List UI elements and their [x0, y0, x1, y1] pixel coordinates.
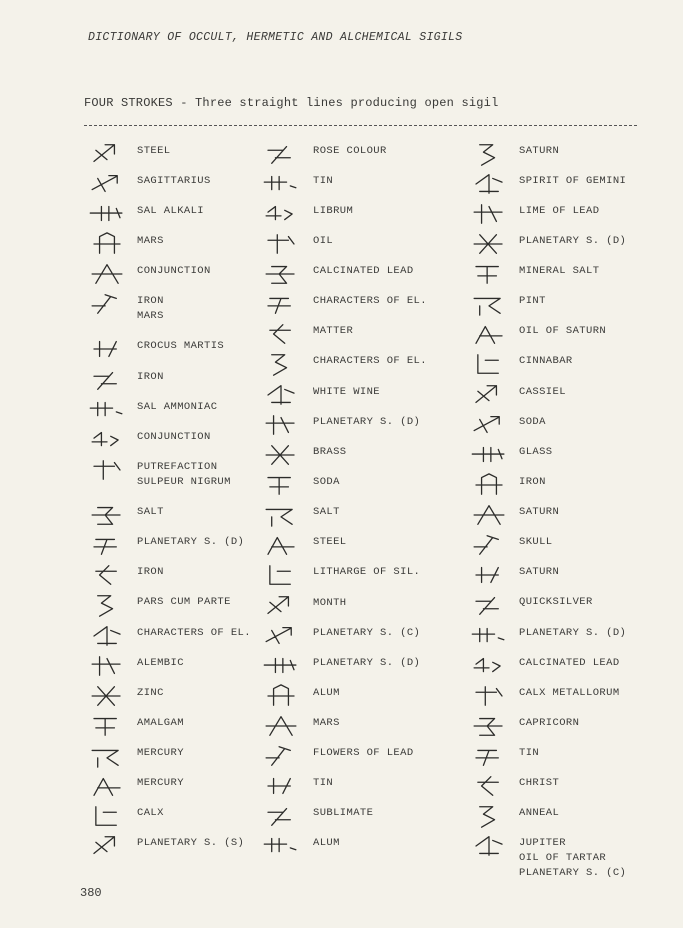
- sigil-meaning: MERCURY: [137, 777, 184, 789]
- sigil-glyph-icon: [466, 261, 512, 287]
- sigil-entry: [313, 626, 420, 641]
- sigil-meaning: CALX: [137, 807, 164, 819]
- sigil-meaning: CASSIEL: [519, 386, 566, 398]
- sigil-meaning: CALCINATED LEAD: [313, 265, 414, 277]
- sigil-glyph-icon: [84, 261, 130, 287]
- section-divider: [84, 125, 637, 126]
- sigil-glyph-icon: [84, 653, 130, 679]
- sigil-glyph-icon: [258, 351, 304, 377]
- sigil-entry: [519, 144, 559, 159]
- sigil-entry: [137, 400, 217, 415]
- sigil-meaning: MATTER: [313, 325, 354, 337]
- sigil-entry: [519, 626, 626, 641]
- sigil-glyph-icon: [84, 713, 130, 739]
- sigil-glyph-icon: [258, 502, 304, 528]
- sigil-glyph-icon: [84, 336, 130, 362]
- sigil-meaning: IRON: [137, 295, 164, 307]
- sigil-glyph-icon: [466, 713, 512, 739]
- sigil-glyph-icon: [258, 562, 304, 588]
- sigil-glyph-icon: [466, 442, 512, 468]
- sigil-glyph-icon: [84, 201, 130, 227]
- sigil-glyph-icon: [84, 833, 130, 859]
- sigil-entry: [313, 385, 380, 400]
- sigil-glyph-icon: [466, 351, 512, 377]
- sigil-meaning: CONJUNCTION: [137, 431, 211, 443]
- sigil-glyph-icon: [466, 592, 512, 618]
- sigil-entry: [137, 716, 184, 731]
- sigil-entry: [519, 746, 539, 761]
- sigil-glyph-icon: [466, 321, 512, 347]
- sigil-entry: [137, 806, 164, 821]
- sigil-meaning: ALEMBIC: [137, 657, 184, 669]
- sigil-meaning: OIL: [313, 235, 334, 247]
- sigil-meaning: CHARACTERS OF EL.: [313, 295, 427, 307]
- sigil-glyph-icon: [84, 171, 130, 197]
- sigil-entry: [519, 264, 599, 279]
- sigil-meaning: LIBRUM: [313, 205, 354, 217]
- sigil-meaning: BRASS: [313, 446, 347, 458]
- sigil-entry: [313, 686, 340, 701]
- sigil-glyph-icon: [84, 743, 130, 769]
- sigil-meaning: PLANETARY S. (D): [137, 536, 245, 548]
- sigil-glyph-icon: [258, 472, 304, 498]
- sigil-meaning: MERCURY: [137, 747, 184, 759]
- sigil-meaning: OIL OF TARTAR: [519, 852, 607, 864]
- sigil-meaning: CALX METALLORUM: [519, 687, 620, 699]
- sigil-meaning: PLANETARY S. (D): [519, 627, 627, 639]
- sigil-glyph-icon: [258, 171, 304, 197]
- sigil-meaning: SAGITTARIUS: [137, 175, 211, 187]
- sigil-entry: [137, 264, 211, 279]
- sigil-glyph-icon: [258, 532, 304, 558]
- sigil-entry: [519, 234, 626, 249]
- sigil-meaning: SALT: [137, 506, 164, 518]
- sigil-meaning: CINNABAR: [519, 355, 573, 367]
- sigil-glyph-icon: [84, 291, 130, 317]
- sigil-meaning: LIME OF LEAD: [519, 205, 600, 217]
- sigil-meaning: ROSE COLOUR: [313, 145, 387, 157]
- sigil-entry: [519, 806, 559, 821]
- sigil-entry: [519, 535, 553, 550]
- sigil-meaning: CONJUNCTION: [137, 265, 211, 277]
- sigil-meaning: CHRIST: [519, 777, 560, 789]
- sigil-entry: [137, 565, 164, 580]
- sigil-glyph-icon: [466, 502, 512, 528]
- sigil-glyph-icon: [84, 773, 130, 799]
- sigil-entry: [137, 626, 251, 641]
- sigil-glyph-icon: [466, 623, 512, 649]
- sigil-entry: [313, 144, 387, 159]
- sigil-entry: [519, 505, 559, 520]
- sigil-entry: [137, 234, 164, 249]
- sigil-meaning: OIL OF SATURN: [519, 325, 607, 337]
- sigil-meaning: MARS: [313, 717, 340, 729]
- sigil-entry: [519, 475, 546, 490]
- sigil-glyph-icon: [258, 773, 304, 799]
- sigil-meaning: TIN: [313, 777, 334, 789]
- sigil-entry: [519, 686, 620, 701]
- sigil-entry: [519, 174, 626, 189]
- sigil-glyph-icon: [466, 412, 512, 438]
- sigil-entry: [313, 505, 340, 520]
- sigil-entry: [313, 806, 373, 821]
- sigil-meaning: PLANETARY S. (D): [313, 416, 421, 428]
- sigil-entry: [313, 475, 340, 490]
- sigil-glyph-icon: [466, 833, 512, 859]
- sigil-entry: [137, 505, 164, 520]
- sigil-entry: [137, 370, 164, 385]
- sigil-entry: [313, 445, 347, 460]
- sigil-entry: [137, 746, 184, 761]
- sigil-meaning: PUTREFACTION: [137, 461, 218, 473]
- sigil-meaning: SATURN: [519, 566, 560, 578]
- sigil-entry: [313, 294, 427, 309]
- sigil-entry: [137, 204, 204, 219]
- sigil-glyph-icon: [258, 321, 304, 347]
- sigil-entry: [519, 776, 559, 791]
- sigil-entry: [137, 144, 171, 159]
- sigil-meaning: PLANETARY S. (D): [313, 657, 421, 669]
- sigil-entry: [519, 565, 559, 580]
- sigil-meaning: TIN: [519, 747, 540, 759]
- sigil-entry: [519, 415, 546, 430]
- sigil-glyph-icon: [84, 532, 130, 558]
- sigil-glyph-icon: [466, 382, 512, 408]
- sigil-glyph-icon: [258, 713, 304, 739]
- sigil-entry: [137, 595, 231, 610]
- sigil-glyph-icon: [258, 201, 304, 227]
- sigil-entry: [137, 686, 164, 701]
- sigil-meaning: SULPEUR NIGRUM: [137, 476, 231, 488]
- sigil-entry: [137, 294, 164, 324]
- sigil-meaning: MONTH: [313, 597, 347, 609]
- sigil-meaning: SUBLIMATE: [313, 807, 374, 819]
- sigil-entry: [137, 430, 211, 445]
- section-title: FOUR STROKES - Three straight lines producing open sigil: [84, 96, 499, 110]
- sigil-glyph-icon: [84, 231, 130, 257]
- sigil-entry: [313, 716, 340, 731]
- sigil-meaning: IRON: [137, 566, 164, 578]
- sigil-meaning: ALUM: [313, 687, 340, 699]
- sigil-entry: [137, 656, 184, 671]
- sigil-glyph-icon: [84, 623, 130, 649]
- sigil-meaning: QUICKSILVER: [519, 596, 593, 608]
- sigil-meaning: STEEL: [313, 536, 347, 548]
- sigil-entry: [313, 234, 333, 249]
- sigil-meaning: SAL AMMONIAC: [137, 401, 218, 413]
- sigil-meaning: ALUM: [313, 837, 340, 849]
- sigil-meaning: MINERAL SALT: [519, 265, 600, 277]
- sigil-entry: [313, 776, 333, 791]
- sigil-glyph-icon: [258, 231, 304, 257]
- sigil-meaning: ANNEAL: [519, 807, 560, 819]
- sigil-meaning: CHARACTERS OF EL.: [137, 627, 251, 639]
- sigil-entry: [137, 174, 211, 189]
- sigil-entry: [519, 204, 599, 219]
- sigil-meaning: CHARACTERS OF EL.: [313, 355, 427, 367]
- sigil-meaning: FLOWERS OF LEAD: [313, 747, 414, 759]
- sigil-glyph-icon: [258, 743, 304, 769]
- sigil-glyph-icon: [84, 397, 130, 423]
- sigil-meaning: CAPRICORN: [519, 717, 580, 729]
- sigil-glyph-icon: [466, 532, 512, 558]
- sigil-meaning: PINT: [519, 295, 546, 307]
- sigil-glyph-icon: [258, 653, 304, 679]
- sigil-entry: [519, 445, 553, 460]
- sigil-entry: [313, 596, 347, 611]
- sigil-entry: [313, 746, 414, 761]
- sigil-meaning: IRON: [137, 371, 164, 383]
- sigil-glyph-icon: [84, 683, 130, 709]
- sigil-glyph-icon: [466, 653, 512, 679]
- sigil-entry: [313, 836, 340, 851]
- sigil-glyph-icon: [466, 201, 512, 227]
- sigil-meaning: CROCUS MARTIS: [137, 340, 225, 352]
- sigil-entry: [313, 656, 420, 671]
- sigil-glyph-icon: [84, 141, 130, 167]
- sigil-entry: [519, 385, 566, 400]
- sigil-glyph-icon: [84, 803, 130, 829]
- sigil-entry: [137, 836, 244, 851]
- sigil-meaning: CALCINATED LEAD: [519, 657, 620, 669]
- sigil-glyph-icon: [466, 472, 512, 498]
- sigil-meaning: AMALGAM: [137, 717, 184, 729]
- sigil-meaning: MARS: [137, 235, 164, 247]
- sigil-glyph-icon: [258, 412, 304, 438]
- sigil-glyph-icon: [466, 562, 512, 588]
- sigil-glyph-icon: [258, 803, 304, 829]
- sigil-entry: [519, 354, 573, 369]
- sigil-glyph-icon: [258, 593, 304, 619]
- sigil-glyph-icon: [258, 141, 304, 167]
- sigil-meaning: JUPITER: [519, 837, 566, 849]
- sigil-entry: [313, 324, 353, 339]
- sigil-meaning: TIN: [313, 175, 334, 187]
- sigil-entry: [313, 535, 347, 550]
- sigil-glyph-icon: [466, 171, 512, 197]
- sigil-glyph-icon: [466, 773, 512, 799]
- sigil-glyph-icon: [84, 592, 130, 618]
- sigil-entry: [313, 204, 353, 219]
- sigil-glyph-icon: [258, 261, 304, 287]
- page-number: 380: [80, 886, 102, 900]
- sigil-entry: [137, 460, 231, 490]
- sigil-entry: [313, 264, 414, 279]
- sigil-glyph-icon: [466, 231, 512, 257]
- sigil-glyph-icon: [84, 562, 130, 588]
- sigil-glyph-icon: [466, 743, 512, 769]
- sigil-meaning: PARS CUM PARTE: [137, 596, 231, 608]
- sigil-glyph-icon: [84, 367, 130, 393]
- sigil-meaning: PLANETARY S. (C): [313, 627, 421, 639]
- sigil-meaning: ZINC: [137, 687, 164, 699]
- sigil-meaning: SAL ALKALI: [137, 205, 205, 217]
- sigil-glyph-icon: [466, 291, 512, 317]
- sigil-meaning: SODA: [313, 476, 340, 488]
- running-title: DICTIONARY OF OCCULT, HERMETIC AND ALCHEMICAL SIGILS: [88, 31, 463, 44]
- sigil-meaning: PLANETARY S. (S): [137, 837, 245, 849]
- sigil-entry: [313, 174, 333, 189]
- sigil-glyph-icon: [258, 442, 304, 468]
- sigil-meaning: PLANETARY S. (D): [519, 235, 627, 247]
- sigil-glyph-icon: [466, 803, 512, 829]
- sigil-glyph-icon: [258, 833, 304, 859]
- sigil-entry: [313, 415, 420, 430]
- sigil-entry: [519, 324, 606, 339]
- sigil-entry: [313, 565, 420, 580]
- sigil-entry: [137, 776, 184, 791]
- sigil-glyph-icon: [258, 291, 304, 317]
- sigil-meaning: SPIRIT OF GEMINI: [519, 175, 627, 187]
- sigil-entry: [137, 535, 244, 550]
- sigil-meaning: MARS: [137, 310, 164, 322]
- sigil-meaning: WHITE WINE: [313, 386, 381, 398]
- sigil-meaning: PLANETARY S. (C): [519, 867, 627, 879]
- sigil-glyph-icon: [84, 427, 130, 453]
- sigil-meaning: SATURN: [519, 506, 560, 518]
- sigil-entry: [519, 656, 620, 671]
- sigil-entry: [519, 595, 593, 610]
- sigil-glyph-icon: [466, 683, 512, 709]
- sigil-entry: [313, 354, 427, 369]
- sigil-glyph-icon: [258, 382, 304, 408]
- sigil-entry: [519, 716, 579, 731]
- sigil-glyph-icon: [258, 683, 304, 709]
- sigil-meaning: SATURN: [519, 145, 560, 157]
- sigil-meaning: IRON: [519, 476, 546, 488]
- sigil-glyph-icon: [466, 141, 512, 167]
- sigil-glyph-icon: [84, 502, 130, 528]
- sigil-meaning: SKULL: [519, 536, 553, 548]
- sigil-meaning: STEEL: [137, 145, 171, 157]
- sigil-meaning: GLASS: [519, 446, 553, 458]
- sigil-meaning: SALT: [313, 506, 340, 518]
- sigil-entry: [137, 339, 224, 354]
- sigil-meaning: SODA: [519, 416, 546, 428]
- sigil-entry: [519, 294, 546, 309]
- sigil-meaning: LITHARGE OF SIL.: [313, 566, 421, 578]
- sigil-glyph-icon: [258, 623, 304, 649]
- sigil-entry: [519, 836, 626, 881]
- sigil-glyph-icon: [84, 457, 130, 483]
